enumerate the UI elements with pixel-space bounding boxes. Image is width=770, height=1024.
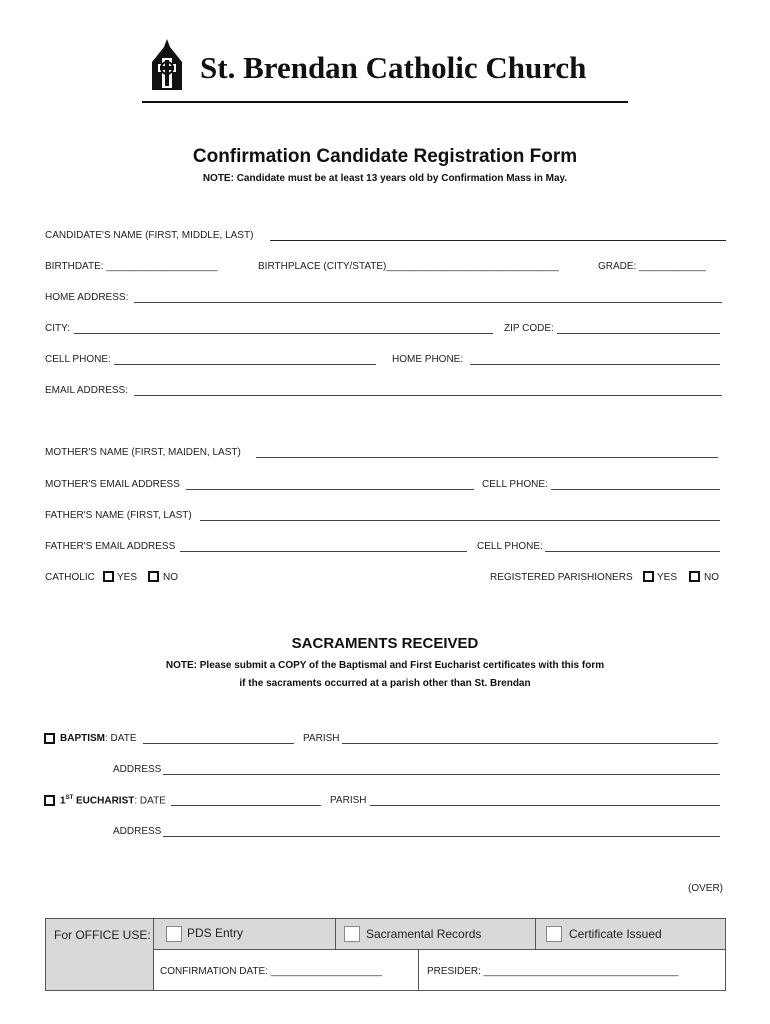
baptism-checkbox[interactable] [44, 733, 55, 744]
father-email-label: FATHER'S EMAIL ADDRESS [45, 541, 176, 552]
cell-phone-label: CELL PHONE: [45, 354, 111, 365]
office-use-label: For OFFICE USE: [54, 928, 151, 942]
catholic-yes-checkbox[interactable] [103, 571, 114, 582]
mother-email-label: MOTHER'S EMAIL ADDRESS [45, 479, 180, 490]
city-label: CITY: [45, 323, 71, 334]
pds-entry-checkbox[interactable] [166, 926, 182, 942]
baptism-address-field[interactable] [163, 774, 720, 775]
candidate-name-field[interactable] [270, 240, 726, 241]
certificate-issued-cell [536, 919, 725, 950]
over-note: (OVER) [688, 883, 723, 894]
cell-phone-field[interactable] [114, 364, 376, 365]
home-address-label: HOME ADDRESS: [45, 292, 129, 303]
baptism-parish-field[interactable] [342, 743, 718, 744]
home-address-field[interactable] [134, 302, 722, 303]
eucharist-address-label: ADDRESS [113, 826, 162, 837]
eucharist-parish-label: PARISH [330, 795, 367, 806]
registered-no-checkbox[interactable] [689, 571, 700, 582]
baptism-label: BAPTISM [60, 733, 105, 744]
presider-cell [419, 950, 725, 990]
baptism-date-label: : DATE [105, 733, 137, 744]
sacramental-records-label: Sacramental Records [366, 927, 482, 941]
grade-label: GRADE: ____________ [598, 261, 706, 272]
registered-yes-checkbox[interactable] [643, 571, 654, 582]
eucharist-number: 1 [60, 795, 66, 807]
mother-name-field[interactable] [256, 457, 718, 458]
eucharist-parish-field[interactable] [370, 805, 720, 806]
form-title: Confirmation Candidate Registration Form [192, 146, 578, 167]
certificate-issued-label: Certificate Issued [569, 927, 662, 941]
father-email-field[interactable] [180, 551, 467, 552]
father-cell-label: CELL PHONE: [477, 541, 543, 552]
sacraments-title: SACRAMENTS RECEIVED [291, 635, 479, 652]
catholic-no-label: NO [163, 572, 178, 583]
registered-label: REGISTERED PARISHIONERS [490, 572, 633, 583]
sacraments-note-line1: NOTE: Please submit a COPY of the Baptismal and First Eucharist certificates with this form [165, 660, 605, 671]
eucharist-superscript: ST [65, 795, 74, 801]
birthplace-label: BIRTHPLACE (CITY/STATE)_______________________________ [258, 261, 559, 272]
confirmation-date-label: CONFIRMATION DATE: ____________________ [160, 966, 382, 977]
sacramental-records-checkbox[interactable] [344, 926, 360, 942]
eucharist-checkbox[interactable] [44, 795, 55, 806]
church-cross-icon [146, 38, 188, 92]
mother-email-field[interactable] [186, 489, 474, 490]
eucharist-date-label: : DATE [134, 795, 166, 807]
mother-cell-label: CELL PHONE: [482, 479, 548, 490]
baptism-parish-label: PARISH [303, 733, 340, 744]
church-name: St. Brendan Catholic Church [200, 50, 587, 85]
email-label: EMAIL ADDRESS: [45, 385, 128, 396]
father-name-field[interactable] [200, 520, 720, 521]
certificate-issued-checkbox[interactable] [546, 926, 562, 942]
registered-no-label: NO [704, 572, 719, 583]
father-cell-field[interactable] [545, 551, 720, 552]
father-name-label: FATHER'S NAME (FIRST, LAST) [45, 510, 192, 521]
form-note: NOTE: Candidate must be at least 13 years old by Confirmation Mass in May. [202, 173, 568, 184]
header-rule [142, 101, 628, 103]
home-phone-field[interactable] [470, 364, 720, 365]
candidate-name-label: CANDIDATE'S NAME (FIRST, MIDDLE, LAST) [45, 230, 254, 241]
office-label-cell [46, 919, 154, 990]
baptism-row [60, 733, 136, 744]
city-field[interactable] [74, 333, 493, 334]
zip-field[interactable] [557, 333, 720, 334]
catholic-no-checkbox[interactable] [148, 571, 159, 582]
sacramental-records-cell [336, 919, 536, 950]
catholic-yes-label: YES [117, 572, 138, 583]
confirmation-date-cell [154, 950, 419, 990]
eucharist-row [60, 795, 166, 806]
birthdate-label: BIRTHDATE: ____________________ [45, 261, 218, 272]
eucharist-label: EUCHARIST [76, 795, 135, 807]
office-use-table [45, 918, 726, 991]
mother-name-label: MOTHER'S NAME (FIRST, MAIDEN, LAST) [45, 447, 241, 458]
sacraments-note-line2: if the sacraments occurred at a parish other than St. Brendan [239, 678, 531, 689]
home-phone-label: HOME PHONE: [392, 354, 464, 365]
registered-yes-label: YES [657, 572, 678, 583]
eucharist-address-field[interactable] [163, 836, 720, 837]
eucharist-date-field[interactable] [171, 805, 321, 806]
baptism-address-label: ADDRESS [113, 764, 162, 775]
presider-label: PRESIDER: ___________________________________ [427, 966, 679, 977]
email-field[interactable] [134, 395, 722, 396]
catholic-label: CATHOLIC [45, 572, 95, 583]
pds-entry-label: PDS Entry [187, 926, 244, 940]
baptism-date-field[interactable] [143, 743, 294, 744]
mother-cell-field[interactable] [551, 489, 720, 490]
zip-label: ZIP CODE: [504, 323, 554, 334]
pds-entry-cell [154, 919, 336, 950]
